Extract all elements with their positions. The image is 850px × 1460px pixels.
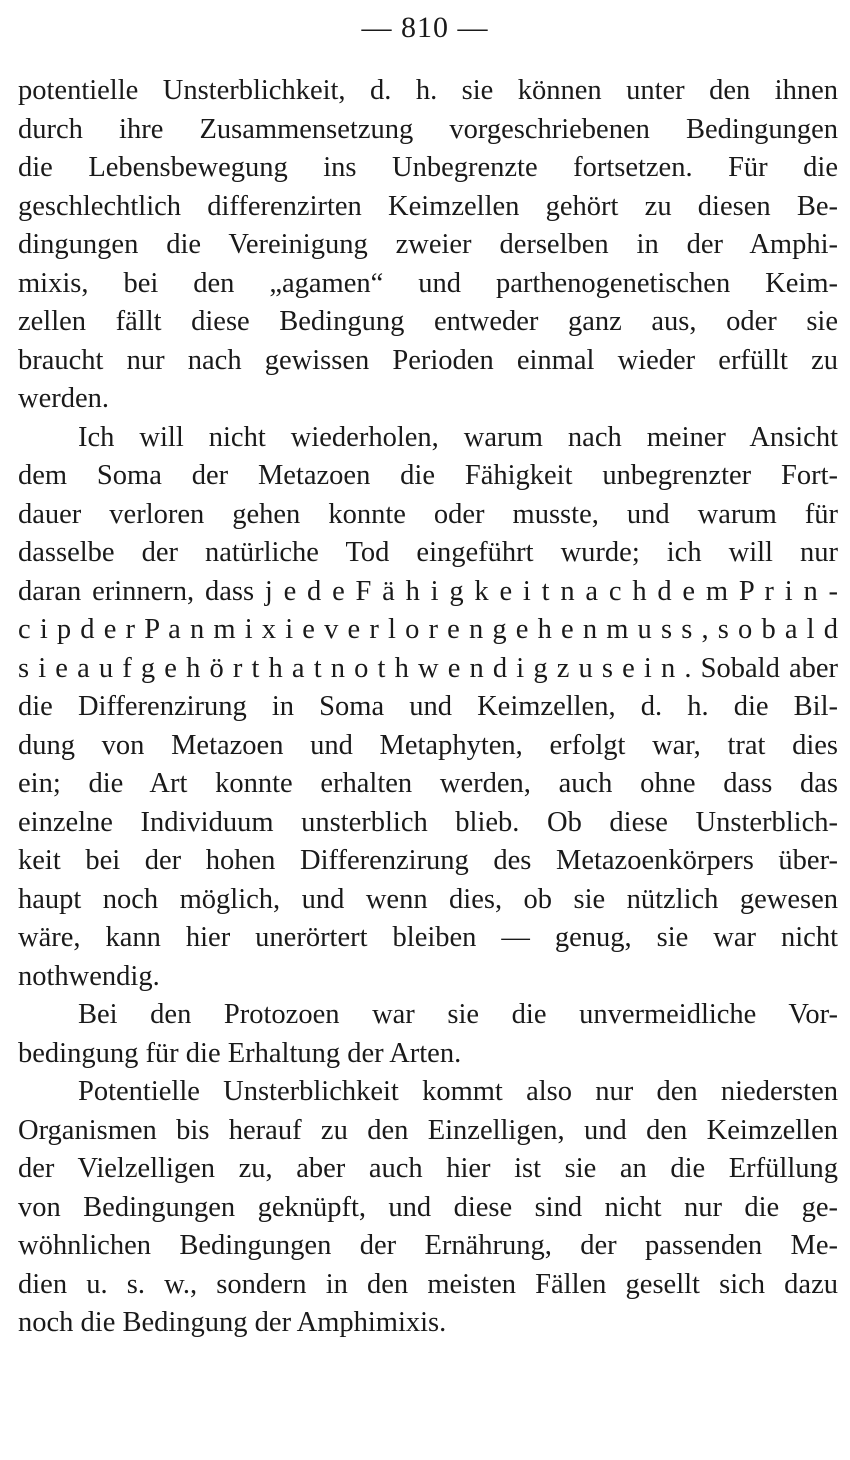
text-line: bedingung für die Erhaltung der Arten. — [18, 1037, 462, 1069]
text-line: Organismen bis herauf zu den Einzelligen, und den Keimzellen — [18, 1114, 838, 1146]
body-text — [18, 72, 838, 1343]
text-line: die Lebensbewegung ins Unbegrenzte fortsetzen. Für die — [18, 152, 838, 183]
text-line: Ich will nicht wiederholen, warum nach meiner Ansicht — [78, 421, 838, 453]
text-line: wäre, kann hier unerörtert bleiben — genug, sie war nicht — [18, 922, 838, 953]
text-line: dien u. s. w., sondern in den meisten Fällen gesellt sich dazu — [18, 1268, 838, 1300]
text-line: dem Soma der Metazoen die Fähigkeit unbegrenzter Fort- — [18, 460, 838, 491]
text-line: von Bedingungen geknüpft, und diese sind nicht nur die ge- — [18, 1191, 838, 1223]
text-line: wöhnlichen Bedingungen der Ernährung, der passenden Me- — [18, 1230, 838, 1261]
text-line: dung von Metazoen und Metaphyten, erfolgt war, trat dies — [18, 729, 838, 761]
text-line: mixis, bei den „agamen“ und parthenogenetischen Keim- — [18, 267, 838, 299]
text-line: die Differenzirung in Soma und Keimzellen, d. h. die Bil- — [18, 691, 838, 722]
text-line: dauer verloren gehen konnte oder musste, und warum für — [18, 498, 838, 530]
text-line: nothwendig. — [18, 960, 160, 992]
text-line: durch ihre Zusammensetzung vorgeschriebenen Bedingungen — [18, 113, 838, 145]
text-line: c i p d e r P a n m i x i e v e r l o r e n g e h e n m u s s , s o b a l d — [18, 614, 838, 645]
text-line: potentielle Unsterblichkeit, d. h. sie können unter den ihnen — [18, 75, 838, 106]
text-line: Bei den Protozoen war sie die unvermeidliche Vor- — [78, 999, 838, 1030]
text-line: noch die Bedingung der Amphimixis. — [18, 1307, 447, 1338]
text-line: der Vielzelligen zu, aber auch hier ist sie an die Erfüllung — [18, 1153, 838, 1184]
text-line: haupt noch möglich, und wenn dies, ob sie nützlich gewesen — [18, 883, 838, 915]
text-line: werden. — [18, 383, 109, 414]
text-line: einzelne Individuum unsterblich blieb. Ob diese Unsterblich- — [18, 806, 838, 838]
text-line: braucht nur nach gewissen Perioden einmal wieder erfüllt zu — [18, 344, 838, 376]
text-line: dasselbe der natürliche Tod eingeführt wurde; ich will nur — [18, 537, 838, 568]
text-line: Potentielle Unsterblichkeit kommt also nur den niedersten — [78, 1076, 838, 1107]
text-line: dingungen die Vereinigung zweier derselben in der Amphi- — [18, 229, 838, 260]
text-line: daran erinnern, dass j e d e F ä h i g k e i t n a c h d e m P r i n - — [18, 575, 838, 607]
text-line: s i e a u f g e h ö r t h a t n o t h w e n d i g z u s e i n . Sobald aber — [18, 652, 838, 684]
page-number: — 810 — — [361, 11, 489, 44]
text-line: ein; die Art konnte erhalten werden, auch ohne dass das — [18, 768, 838, 799]
text-line: geschlechtlich differenzirten Keimzellen gehört zu diesen Be- — [18, 190, 838, 222]
text-line: zellen fällt diese Bedingung entweder ganz aus, oder sie — [18, 306, 838, 337]
text-line: keit bei der hohen Differenzirung des Metazoenkörpers über- — [18, 845, 838, 876]
